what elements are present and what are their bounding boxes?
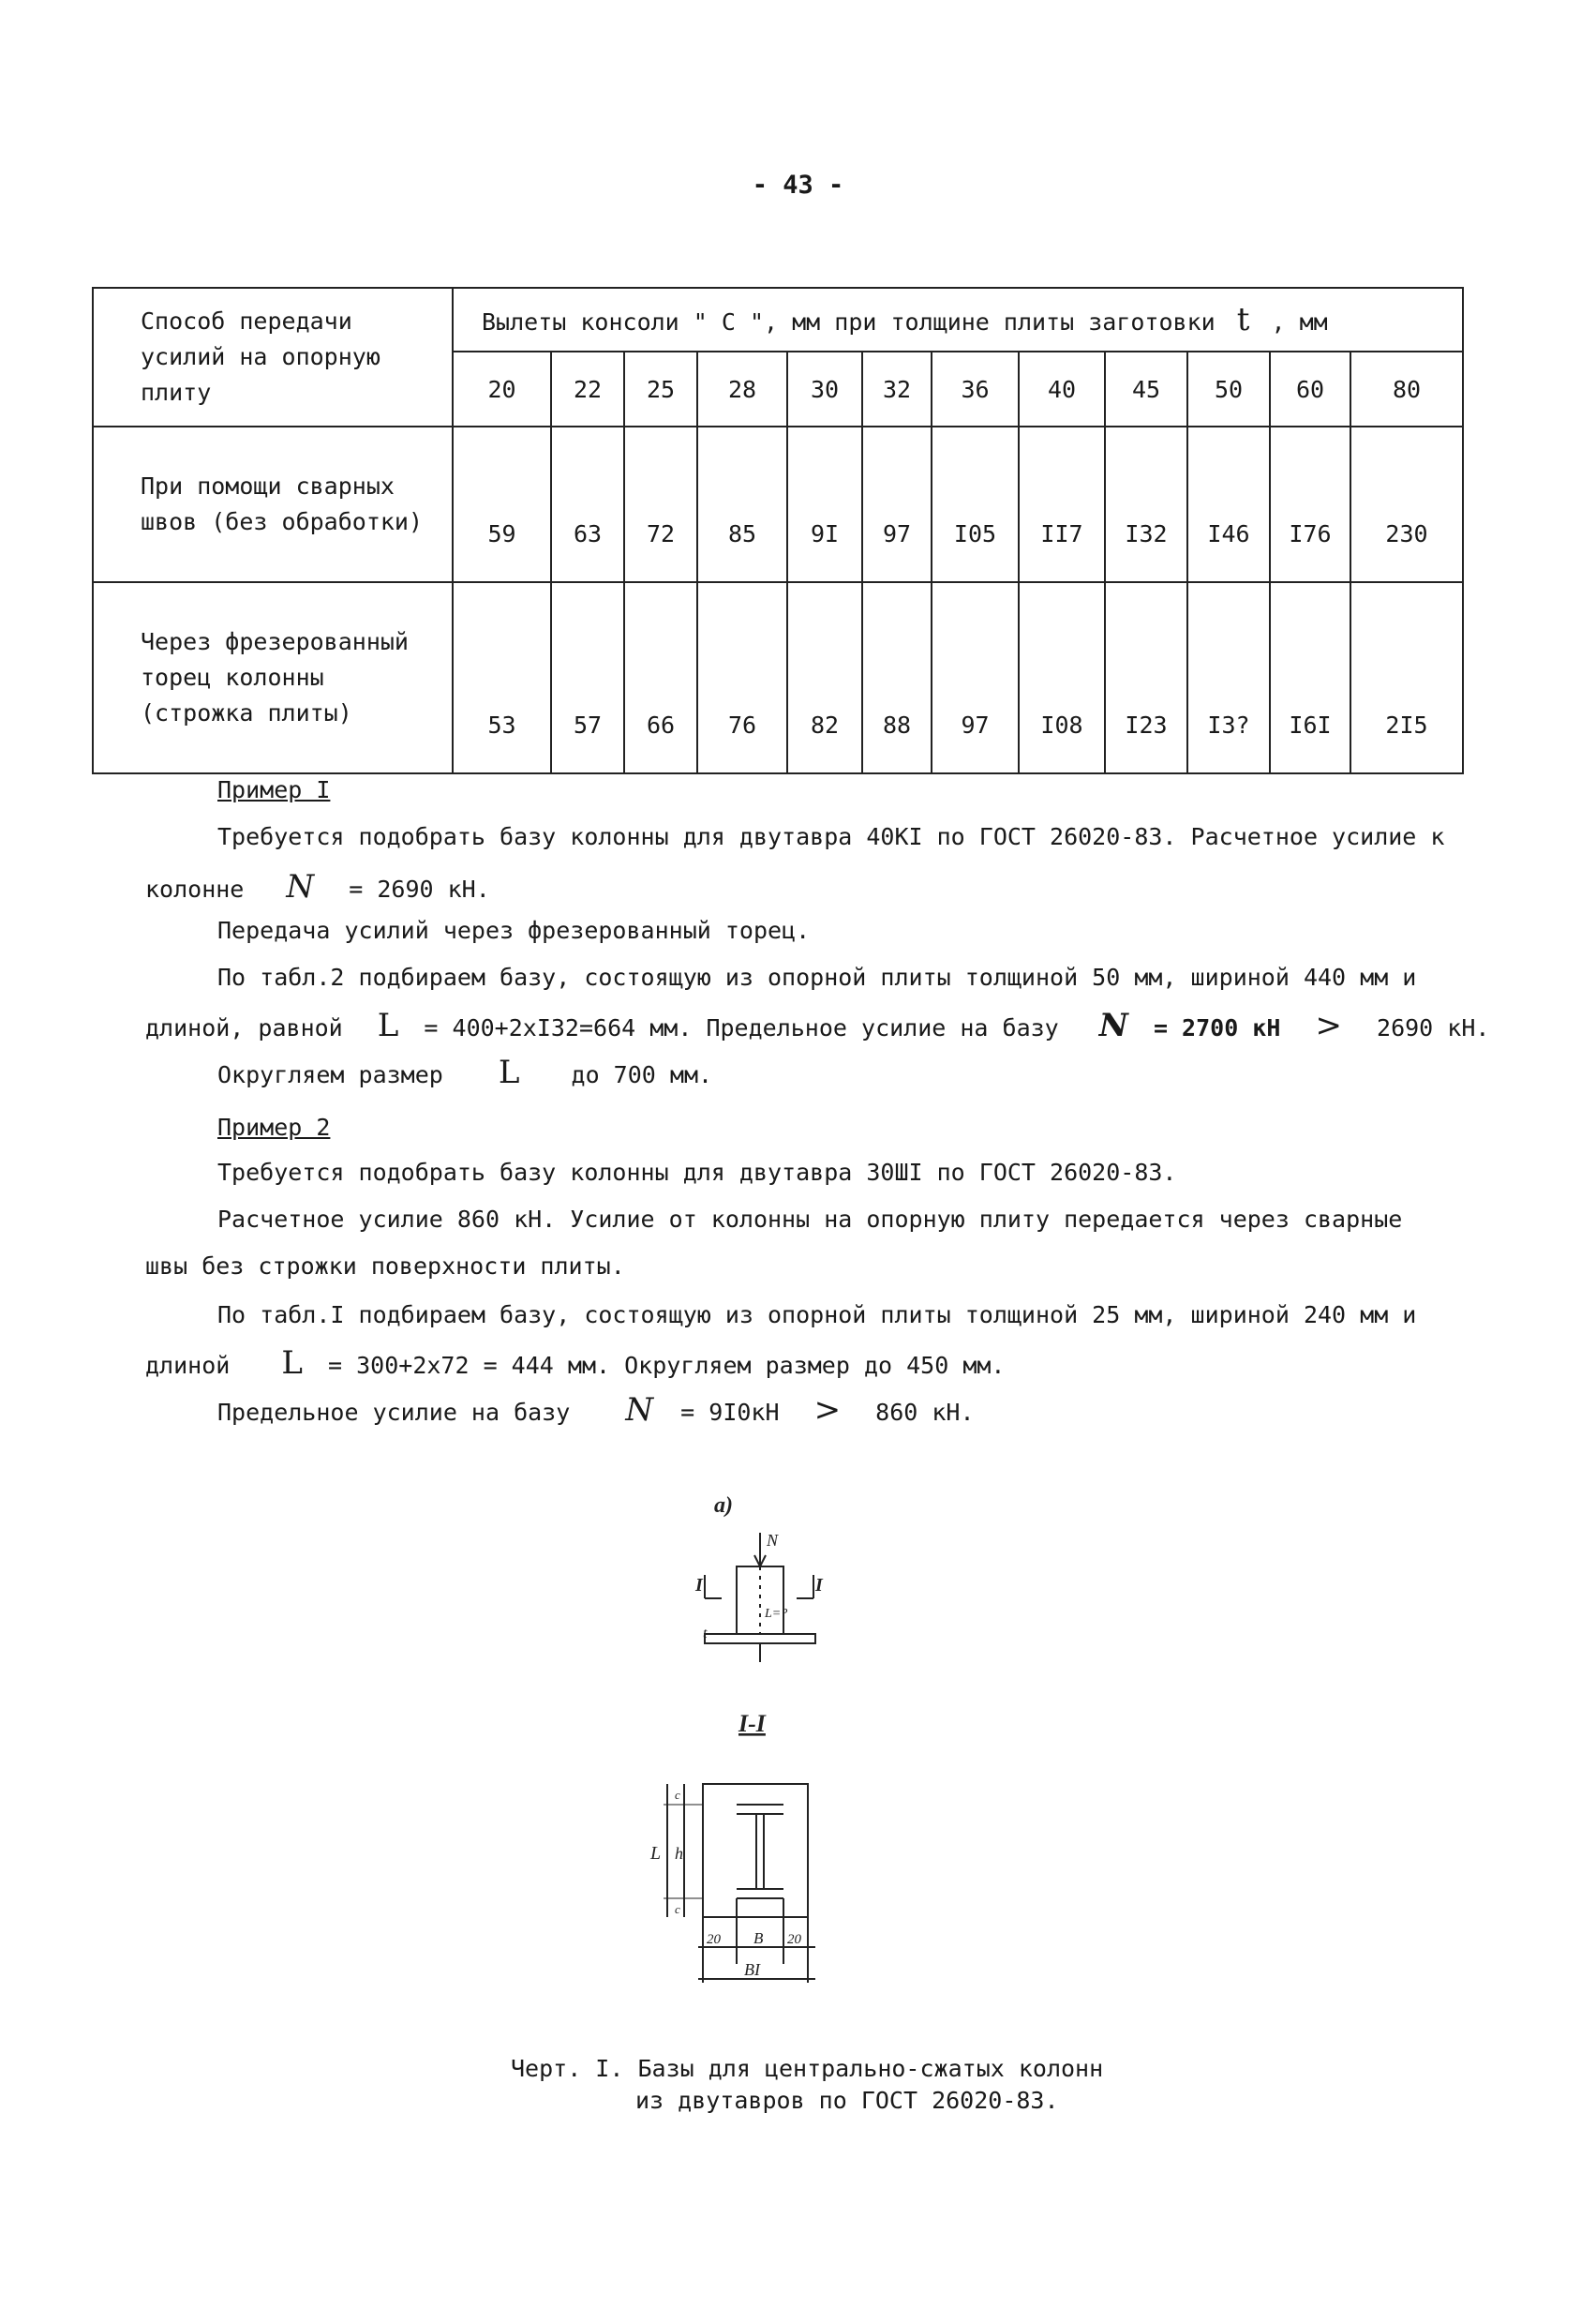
value-cell: I76 (1270, 427, 1350, 582)
value-cell: II7 (1019, 427, 1105, 582)
value-cell: 66 (624, 582, 697, 773)
i-beam-section (737, 1805, 783, 1898)
example1-line3: Передача усилий через фрезерованный торец. (217, 917, 811, 944)
dim-20-left: 20 (707, 1932, 721, 1947)
force-symbol: N (625, 1391, 654, 1429)
method-milled: Через фрезерованный торец колонны (строжка плиты) (93, 582, 453, 773)
example2-line1: Требуется подобрать базу колонны для двутавра 30ШI по ГОСТ 26020-83. (217, 1159, 1177, 1186)
value-cell: 97 (932, 582, 1019, 773)
value-cell: 59 (453, 427, 551, 582)
thickness-cell: 22 (551, 352, 624, 427)
example1-line6: Округляем размер L до 700 мм. (217, 1054, 713, 1091)
column-base-drawing (647, 1486, 872, 2011)
base-plate-elevation (705, 1634, 815, 1643)
figure-caption-line1: Черт. I. Базы для центрально-сжатых колонн (511, 2055, 1104, 2082)
example2-line4: По табл.I подбираем базу, состоящую из опорной плиты толщиной 25 мм, шириной 240 мм и (217, 1301, 1417, 1328)
thickness-cell: 60 (1270, 352, 1350, 427)
label-t: t (703, 1626, 708, 1641)
example2-line2: Расчетное усилие 860 кН. Усилие от колонны на опорную плиту передается через сварные (217, 1206, 1403, 1233)
example2-title: Пример 2 (217, 1114, 331, 1141)
thickness-cell: 30 (787, 352, 862, 427)
length-symbol: L (281, 1344, 303, 1382)
section-mark-right: I (815, 1575, 823, 1596)
thickness-cell: 28 (697, 352, 787, 427)
page-number: - 43 - (752, 171, 844, 200)
example1-line2: колонне N = 2690 кН. (145, 868, 490, 906)
value-cell: 76 (697, 582, 787, 773)
label-L: L (650, 1843, 662, 1864)
thickness-cell: 20 (453, 352, 551, 427)
value-cell: 85 (697, 427, 787, 582)
example1-title: Пример I (217, 776, 331, 803)
dim-20-right: 20 (787, 1932, 801, 1947)
thickness-cell: 80 (1350, 352, 1463, 427)
thickness-cell: 25 (624, 352, 697, 427)
thickness-cell: 50 (1187, 352, 1270, 427)
length-symbol: L (377, 1007, 399, 1044)
force-symbol: N (1098, 1007, 1128, 1044)
value-cell: I23 (1105, 582, 1187, 773)
example2-line5: длиной L = 300+2х72 = 444 мм. Округляем размер до 450 мм. (145, 1344, 1006, 1382)
value-cell: 230 (1350, 427, 1463, 582)
value-cell: I05 (932, 427, 1019, 582)
value-cell: I6I (1270, 582, 1350, 773)
example2-line6: Предельное усилие на базу N = 9I0кН > 860 кН. (217, 1391, 975, 1429)
label-c-top: c (675, 1788, 680, 1802)
thickness-cell: 32 (862, 352, 932, 427)
thickness-cell: 40 (1019, 352, 1105, 427)
method-header: Способ передачи усилий на опорную плиту (93, 288, 453, 427)
value-cell: I08 (1019, 582, 1105, 773)
value-cell: I46 (1187, 427, 1270, 582)
label-l-vert: L=? (765, 1607, 788, 1621)
example1-line4: По табл.2 подбираем базу, состоящую из опорной плиты толщиной 50 мм, шириной 440 мм и (217, 964, 1417, 991)
thickness-cell: 45 (1105, 352, 1187, 427)
example2-line3: швы без строжки поверхности плиты. (145, 1252, 625, 1280)
length-symbol: L (498, 1054, 520, 1091)
section-label: I-I (738, 1710, 766, 1737)
value-cell: 82 (787, 582, 862, 773)
value-cell: 9I (787, 427, 862, 582)
label-c-bot: c (675, 1902, 680, 1916)
label-n: N (767, 1531, 779, 1550)
value-cell: 88 (862, 582, 932, 773)
thickness-symbol: t (1236, 301, 1250, 338)
greater-than-sign: > (1315, 1007, 1342, 1044)
force-symbol: N (286, 868, 315, 906)
label-a: a) (714, 1493, 733, 1518)
greater-than-sign: > (813, 1391, 842, 1429)
example1-line5: длиной, равной L = 400+2хI32=664 мм. Предельное усилие на базу N = 2700 кН > 2690 кН. (145, 1007, 1490, 1044)
value-cell: I3? (1187, 582, 1270, 773)
table-row (93, 582, 1463, 773)
thickness-cell: 36 (932, 352, 1019, 427)
value-cell: 2I5 (1350, 582, 1463, 773)
value-cell: 53 (453, 582, 551, 773)
dim-b: B (753, 1929, 764, 1947)
value-cell: 57 (551, 582, 624, 773)
figure-caption-line2: из двутавров по ГОСТ 26020-83. (635, 2087, 1059, 2114)
label-h: h (675, 1844, 683, 1863)
dim-b1: BI (744, 1960, 760, 1979)
consol-header: Вылеты консоли " С ", мм при толщине плиты заготовки t , мм (453, 288, 1463, 352)
table-row (93, 427, 1463, 582)
base-selection-table (92, 287, 1464, 774)
section-mark-left: I (695, 1575, 703, 1596)
value-cell: 63 (551, 427, 624, 582)
value-cell: I32 (1105, 427, 1187, 582)
value-cell: 97 (862, 427, 932, 582)
value-cell: 72 (624, 427, 697, 582)
method-welded: При помощи сварных швов (без обработки) (93, 427, 453, 582)
example1-line1: Требуется подобрать базу колонны для двутавра 40КI по ГОСТ 26020-83. Расчетное усилие к (217, 823, 1445, 850)
